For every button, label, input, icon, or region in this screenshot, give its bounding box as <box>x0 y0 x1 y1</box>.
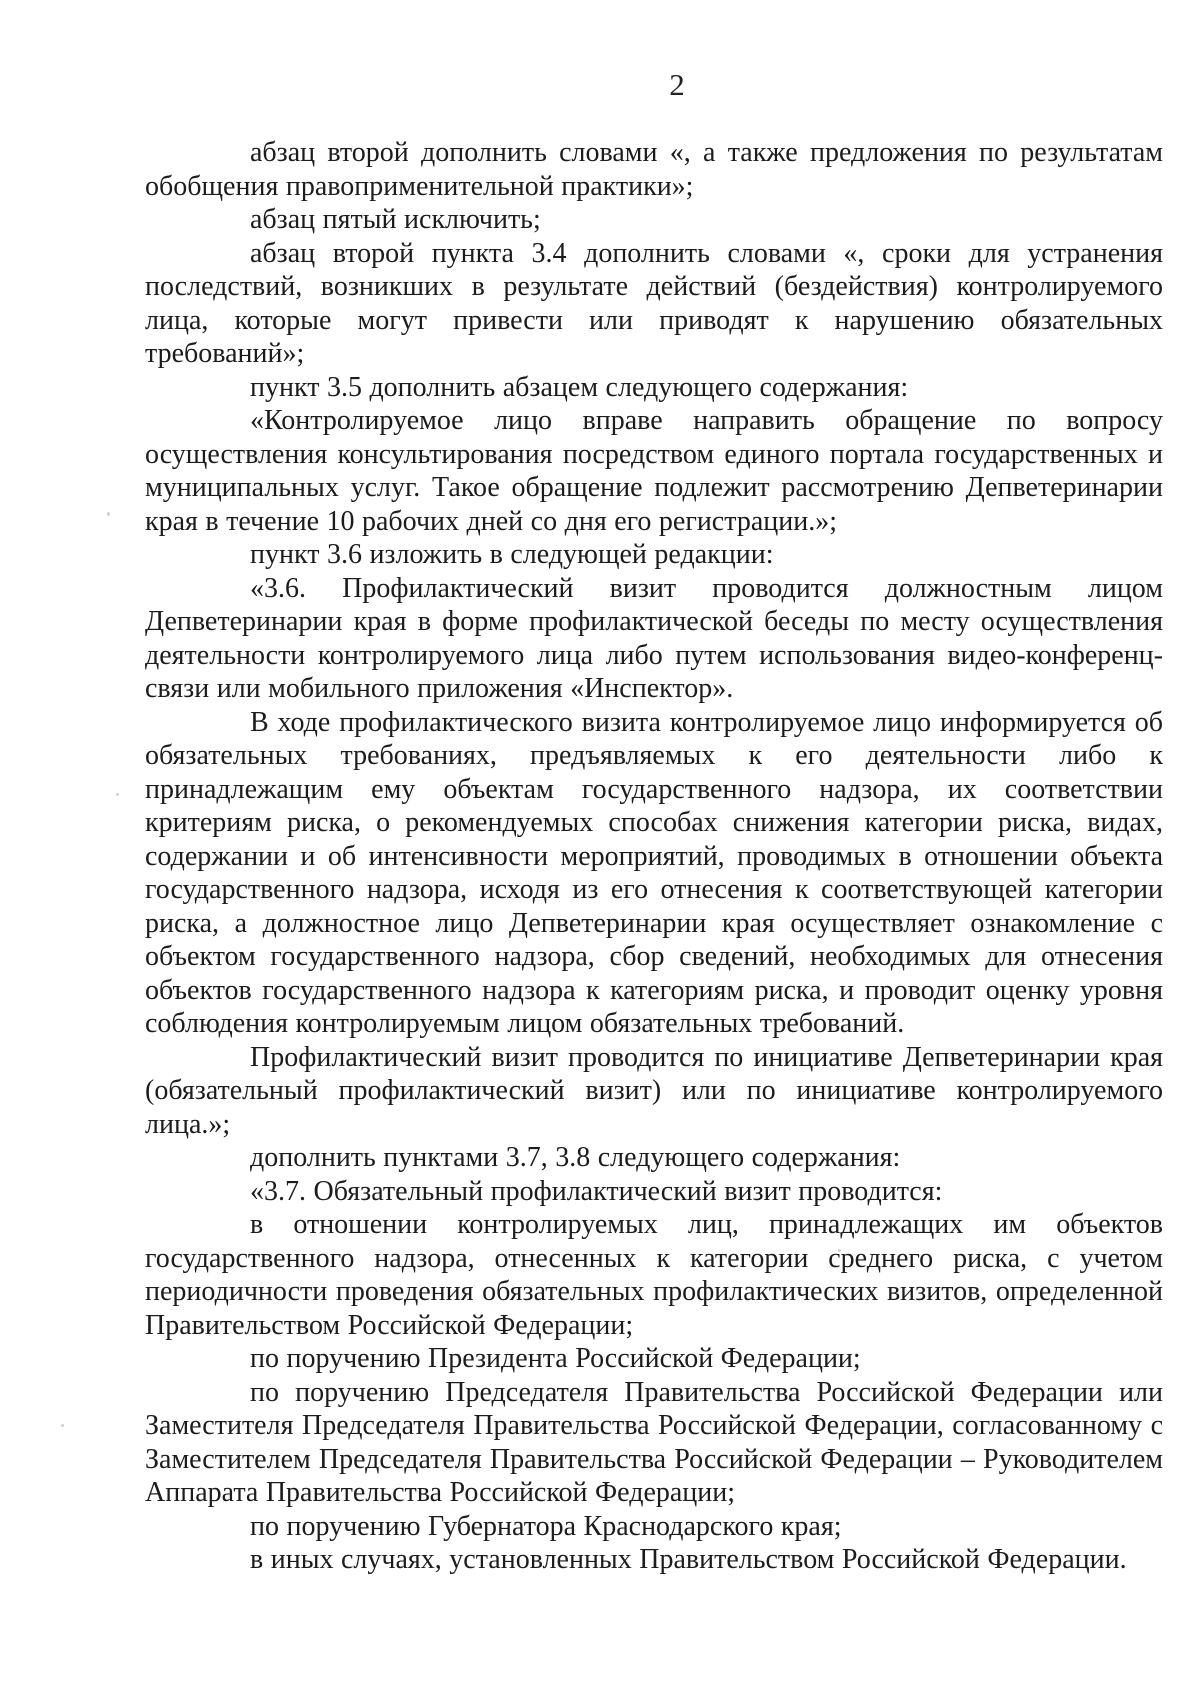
paragraph: по поручению Губернатора Краснодарского края; <box>250 1510 842 1542</box>
scan-speck <box>116 793 119 796</box>
paragraph: «3.6. Профилактический визит проводится должностным лицом Депветеринарии края в форме профилактической беседы по месту осуществления деятельности контролируемого лица либо путем использования видео-конференц-связи или мобильного приложения «Инспектор». <box>145 572 1163 704</box>
scan-speck <box>107 512 110 516</box>
paragraph: абзац пятый исключить; <box>250 204 541 235</box>
paragraph: пункт 3.6 изложить в следующей редакции: <box>250 539 774 570</box>
paragraph: «3.7. Обязательный профилактический визит проводится: <box>250 1175 943 1207</box>
paragraph: дополнить пунктами 3.7, 3.8 следующего содержания: <box>250 1142 901 1173</box>
paragraph: по поручению Президента Российской Федерации; <box>250 1343 861 1374</box>
paragraph: абзац второй пункта 3.4 дополнить словами «, сроки для устранения последствий, возникших в результате действий (бездействия) контролируемого лица, которые могут привести или приводят к нарушению обязательных требований»; <box>145 237 1163 369</box>
scan-speck <box>61 1424 64 1427</box>
paragraph: по поручению Председателя Правительства Российской Федерации или Заместителя Председателя Правительства Российской Федерации, согласованному с Заместителем Председателя Правительства Российской Федерации – Руководителем Аппарата Правительства Российской Федерации; <box>145 1376 1163 1508</box>
paragraph: Профилактический визит проводится по инициативе Депветеринарии края (обязательный профилактический визит) или по инициативе контролируемого лица.»; <box>145 1041 1163 1140</box>
paragraph: в отношении контролируемых лиц, принадлежащих им объектов государственного надзора, отнесенных к категории среднего риска, с учетом периодичности проведения обязательных профилактических визитов, определенной Правительством Российской Федерации; <box>145 1209 1163 1341</box>
scan-speck <box>838 1249 841 1252</box>
paragraph: «Контролируемое лицо вправе направить обращение по вопросу осуществления консультирования посредством единого портала государственных и муниципальных услуг. Такое обращение подлежит рассмотрению Депветеринарии края в течение 10 рабочих дней со дня его регистрации.»; <box>145 405 1163 537</box>
document-body <box>145 136 1163 1577</box>
paragraph: абзац второй дополнить словами «, а также предложения по результатам обобщения правоприменительной практики»; <box>145 137 1163 202</box>
paragraph: пункт 3.5 дополнить абзацем следующего содержания: <box>250 371 909 403</box>
paragraph: В ходе профилактического визита контролируемое лицо информируется об обязательных требованиях, предъявляемых к его деятельности либо к принадлежащим ему объектам государственного надзора, их соответствии критериям риска, о рекомендуемых способах снижения категории риска, видах, содержании и об интенсивности мероприятий, проводимых в отношении объекта государственного надзора, исходя из его отнесения к соответствующей категории риска, а должностное лицо Депветеринарии края осуществляет ознакомление с объектом государственного надзора, сбор сведений, необходимых для отнесения объектов государственного надзора к категориям риска, и проводит оценку уровня соблюдения контролируемым лицом обязательных требований. <box>145 706 1163 1039</box>
paragraph: в иных случаях, установленных Правительством Российской Федерации. <box>250 1544 1127 1575</box>
page-number: 2 <box>669 67 685 102</box>
